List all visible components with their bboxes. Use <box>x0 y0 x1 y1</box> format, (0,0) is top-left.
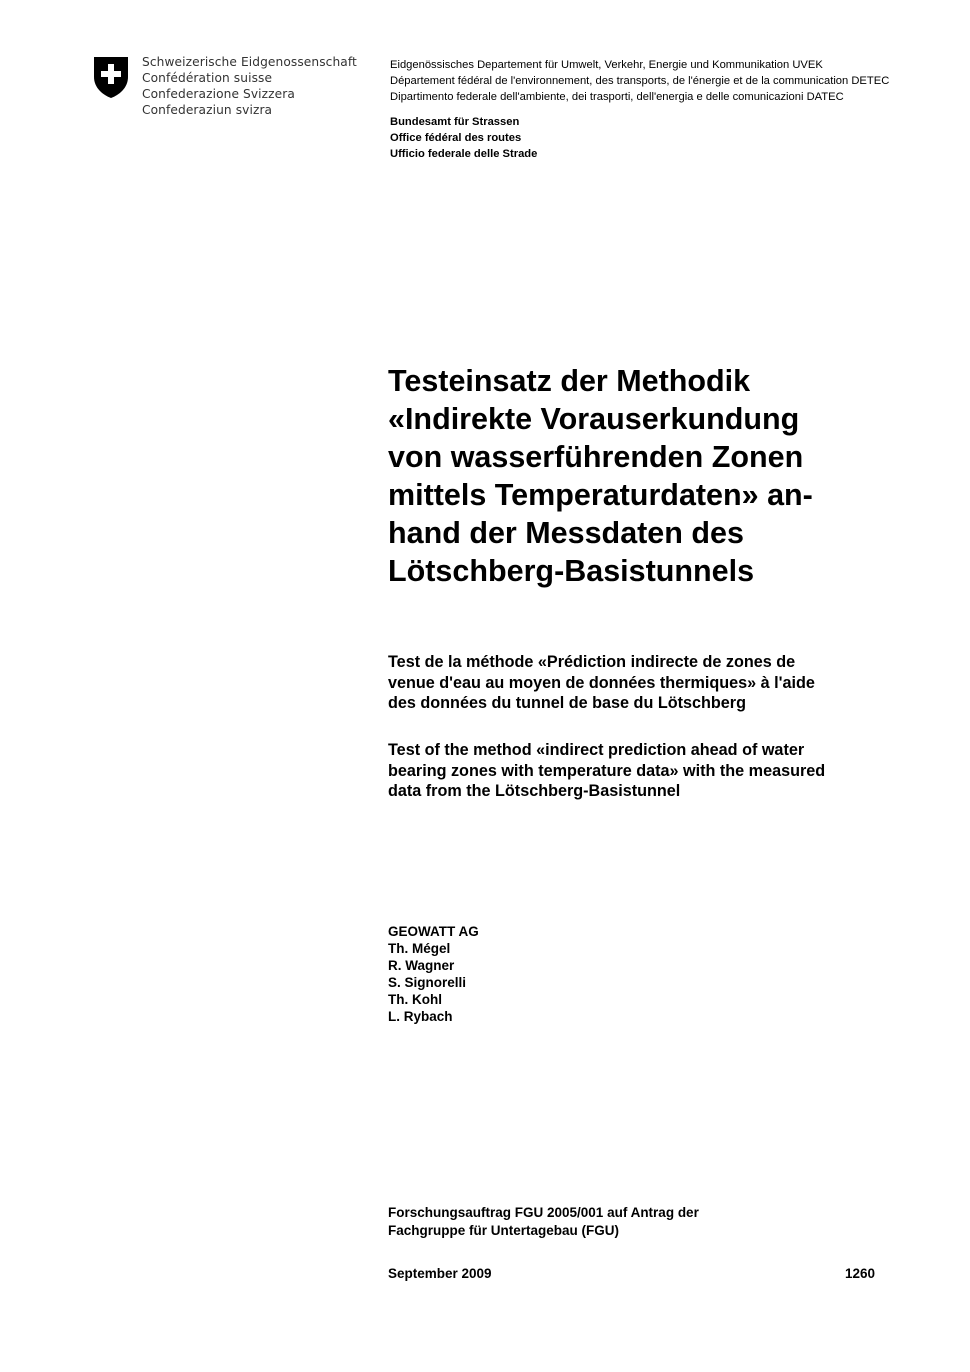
department-line-de: Eidgenössisches Departement für Umwelt, Verkehr, Energie und Kommunikation UVEK <box>390 59 823 71</box>
office-line-it: Ufficio federale delle Strade <box>390 148 538 160</box>
title-line: hand der Messdaten des <box>388 516 744 550</box>
department-header <box>390 57 889 105</box>
report-number: 1260 <box>845 1266 876 1281</box>
department-line-it: Dipartimento federale dell'ambiente, dei trasporti, dell'energia e delle comunicazioni DATEC <box>390 91 844 103</box>
contract-line: Forschungsauftrag FGU 2005/001 auf Antrag der <box>388 1205 699 1220</box>
research-contract <box>388 1204 699 1239</box>
author-name: Th. Mégel <box>388 941 451 956</box>
subtitle-french <box>388 652 815 714</box>
title-line: Testeinsatz der Methodik <box>388 364 751 398</box>
author-name: R. Wagner <box>388 958 455 973</box>
subtitle-line: Test of the method «indirect prediction ahead of water <box>388 741 805 759</box>
subtitle-english <box>388 740 825 802</box>
contract-line: Fachgruppe für Untertagebau (FGU) <box>388 1222 620 1238</box>
subtitle-line: data from the Lötschberg-Basistunnel <box>388 782 681 800</box>
publication-date: September 2009 <box>388 1266 492 1281</box>
subtitle-line: des données du tunnel de base du Lötschberg <box>388 694 746 712</box>
title-line: von wasserführenden Zonen <box>388 440 804 474</box>
title-line: Lötschberg-Basistunnels <box>388 554 755 588</box>
subtitle-line: Test de la méthode «Prédiction indirecte de zones de <box>388 653 796 671</box>
office-line-fr: Office fédéral des routes <box>390 132 522 144</box>
confederation-name-fr: Confédération suisse <box>142 71 273 85</box>
title-line: mittels Temperaturdaten» an- <box>388 478 813 512</box>
confederation-name-it: Confederazione Svizzera <box>142 87 295 101</box>
confederation-name-rm: Confederaziun svizra <box>142 103 273 117</box>
confederation-names <box>142 54 357 118</box>
office-header <box>390 114 537 162</box>
swiss-shield-icon <box>92 55 130 99</box>
office-line-de: Bundesamt für Strassen <box>390 116 520 128</box>
author-list <box>388 923 479 1025</box>
author-name: Th. Kohl <box>388 992 442 1007</box>
subtitle-line: venue d'eau au moyen de données thermiques» à l'aide <box>388 673 815 692</box>
title-line: «Indirekte Vorauserkundung <box>388 402 800 436</box>
document-title <box>388 362 858 590</box>
author-name: S. Signorelli <box>388 975 467 990</box>
author-organization: GEOWATT AG <box>388 924 479 939</box>
confederation-name-de: Schweizerische Eidgenossenschaft <box>142 55 357 69</box>
subtitle-line: bearing zones with temperature data» with the measured <box>388 761 826 780</box>
author-name: L. Rybach <box>388 1009 453 1024</box>
department-line-fr: Département fédéral de l'environnement, des transports, de l'énergie et de la communication DETEC <box>390 75 890 87</box>
